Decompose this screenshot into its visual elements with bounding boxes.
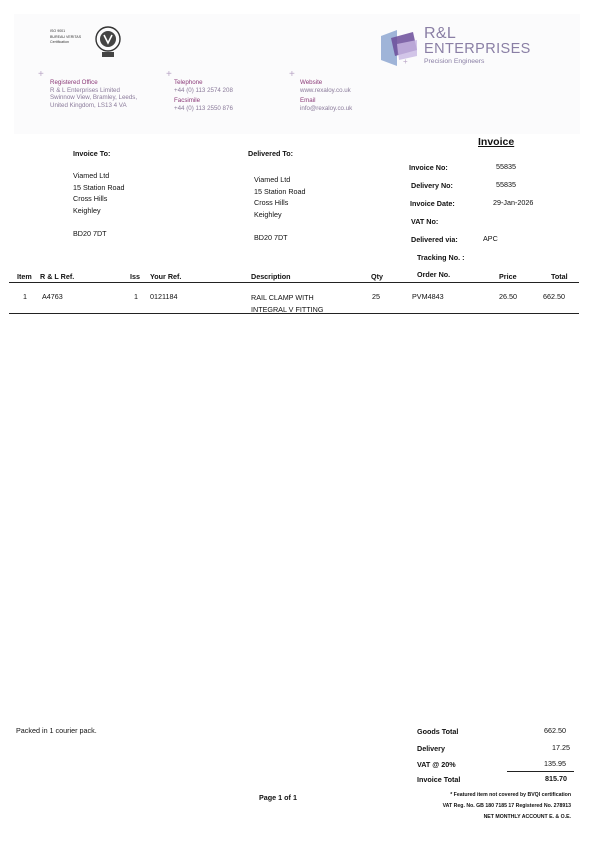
address-line xyxy=(73,216,125,228)
description-line: INTEGRAL V FITTING xyxy=(251,304,324,314)
brand-name-line-1: R&L xyxy=(424,25,457,42)
invoice-no-label: Invoice No: xyxy=(409,163,448,172)
col-header-iss: Iss xyxy=(130,272,140,281)
registered-office-label: Registered Office xyxy=(50,79,98,86)
goods-total-value: 662.50 xyxy=(544,726,566,735)
col-header-item: Item xyxy=(17,272,32,281)
cert-line-1: ISO 9001 xyxy=(50,29,66,33)
invoice-to-address xyxy=(73,170,125,240)
email-link[interactable]: info@rexaloy.co.uk xyxy=(300,104,353,112)
website-link[interactable]: www.rexaloy.co.uk xyxy=(300,86,351,94)
telephone-label: Telephone xyxy=(174,79,203,86)
brand-tagline: Precision Engineers xyxy=(424,58,485,65)
facsimile-label: Facsimile xyxy=(174,97,201,105)
address-line: Cross Hills xyxy=(254,198,289,208)
invoice-total-label: Invoice Total xyxy=(417,775,461,784)
col-header-rl-ref: R & L Ref. xyxy=(40,272,75,281)
packed-note: Packed in 1 courier pack. xyxy=(16,726,97,735)
delivered-via-label: Delivered via: xyxy=(411,235,458,244)
address-line xyxy=(254,220,306,232)
address-line: 15 Station Road xyxy=(73,182,125,192)
invoice-total-value: 815.70 xyxy=(545,774,567,783)
website-block xyxy=(300,79,352,112)
rl-enterprises-logo-icon xyxy=(377,26,421,70)
facsimile-value: +44 (0) 113 2550 876 xyxy=(174,104,233,112)
email-label: Email xyxy=(300,97,316,105)
invoice-to-label: Invoice To: xyxy=(73,149,111,158)
col-header-description: Description xyxy=(251,272,291,281)
cert-line-2: BUREAU VERITAS xyxy=(50,35,82,39)
row-qty: 25 xyxy=(372,292,380,301)
delivery-no-value: 55835 xyxy=(496,180,516,189)
description-line: RAIL CLAMP WITH xyxy=(251,293,314,302)
footnote-terms: NET MONTHLY ACCOUNT E. & O.E. xyxy=(483,814,571,820)
col-header-your-ref: Your Ref. xyxy=(150,272,182,281)
website-label: Website xyxy=(300,79,323,86)
row-item: 1 xyxy=(23,292,27,301)
divider-cross-icon: + xyxy=(403,57,408,66)
total-rule xyxy=(507,771,574,772)
page-number: Page 1 of 1 xyxy=(259,793,297,802)
vat-value: 135.95 xyxy=(544,759,566,768)
row-iss: 1 xyxy=(134,292,138,301)
brand-name-line-2: ENTERPRISES xyxy=(424,41,531,57)
address-line: 15 Station Road xyxy=(254,186,306,196)
col-header-qty: Qty xyxy=(371,272,383,281)
col-header-price: Price xyxy=(499,272,517,281)
delivered-via-value: APC xyxy=(483,234,498,243)
footnote-certification: * Featured item not covered by BVQI certification xyxy=(450,792,571,798)
row-order-no: PVM4843 xyxy=(412,292,444,301)
col-header-order-no: Order No. xyxy=(417,270,451,279)
address-line: Viamed Ltd xyxy=(73,171,110,180)
address-line: Viamed Ltd xyxy=(254,175,291,184)
tracking-label: Tracking No. : xyxy=(417,253,465,262)
invoice-title: Invoice xyxy=(478,136,515,148)
telephone-block xyxy=(174,79,233,112)
registered-office-block xyxy=(50,79,137,109)
divider-cross-icon: + xyxy=(38,69,44,80)
row-rl-ref: A4763 xyxy=(42,292,63,301)
row-description xyxy=(251,292,323,315)
registered-office-line: R & L Enterprises Limited xyxy=(50,86,120,94)
row-price: 26.50 xyxy=(499,292,517,301)
address-line: Keighley xyxy=(254,209,282,219)
delivery-no-label: Delivery No: xyxy=(411,181,453,190)
address-line: BD20 7DT xyxy=(254,232,288,242)
divider-cross-icon: + xyxy=(166,69,172,80)
registered-office-line: Swinnow View, Bramley, Leeds, xyxy=(50,94,138,102)
cert-line-3: Certification xyxy=(50,40,69,44)
table-row-rule xyxy=(9,313,579,314)
col-header-total: Total xyxy=(551,272,568,281)
delivery-value: 17.25 xyxy=(552,743,570,752)
invoice-date-value: 29-Jan-2026 xyxy=(493,198,534,207)
delivered-to-address xyxy=(254,174,306,244)
invoice-no-value: 55835 xyxy=(496,162,516,171)
goods-total-label: Goods Total xyxy=(417,727,459,736)
vat-no-label: VAT No: xyxy=(411,217,439,226)
telephone-value: +44 (0) 113 2574 208 xyxy=(174,86,233,94)
delivery-label: Delivery xyxy=(417,744,445,753)
footnote-registration: VAT Reg. No. GB 180 7185 17 Registered No. 278913 xyxy=(442,803,571,809)
divider-cross-icon: + xyxy=(289,69,295,80)
row-total: 662.50 xyxy=(543,292,565,301)
delivered-to-label: Delivered To: xyxy=(248,149,293,158)
address-line: BD20 7DT xyxy=(73,228,107,238)
table-header-rule xyxy=(9,282,579,283)
vat-label: VAT @ 20% xyxy=(417,760,456,769)
address-line: Keighley xyxy=(73,205,101,215)
invoice-date-label: Invoice Date: xyxy=(410,199,455,208)
address-line: Cross Hills xyxy=(73,194,108,204)
row-your-ref: 0121184 xyxy=(150,292,178,301)
bureau-veritas-seal-icon xyxy=(94,25,122,59)
registered-office-line: United Kingdom, LS13 4 VA xyxy=(50,101,127,109)
